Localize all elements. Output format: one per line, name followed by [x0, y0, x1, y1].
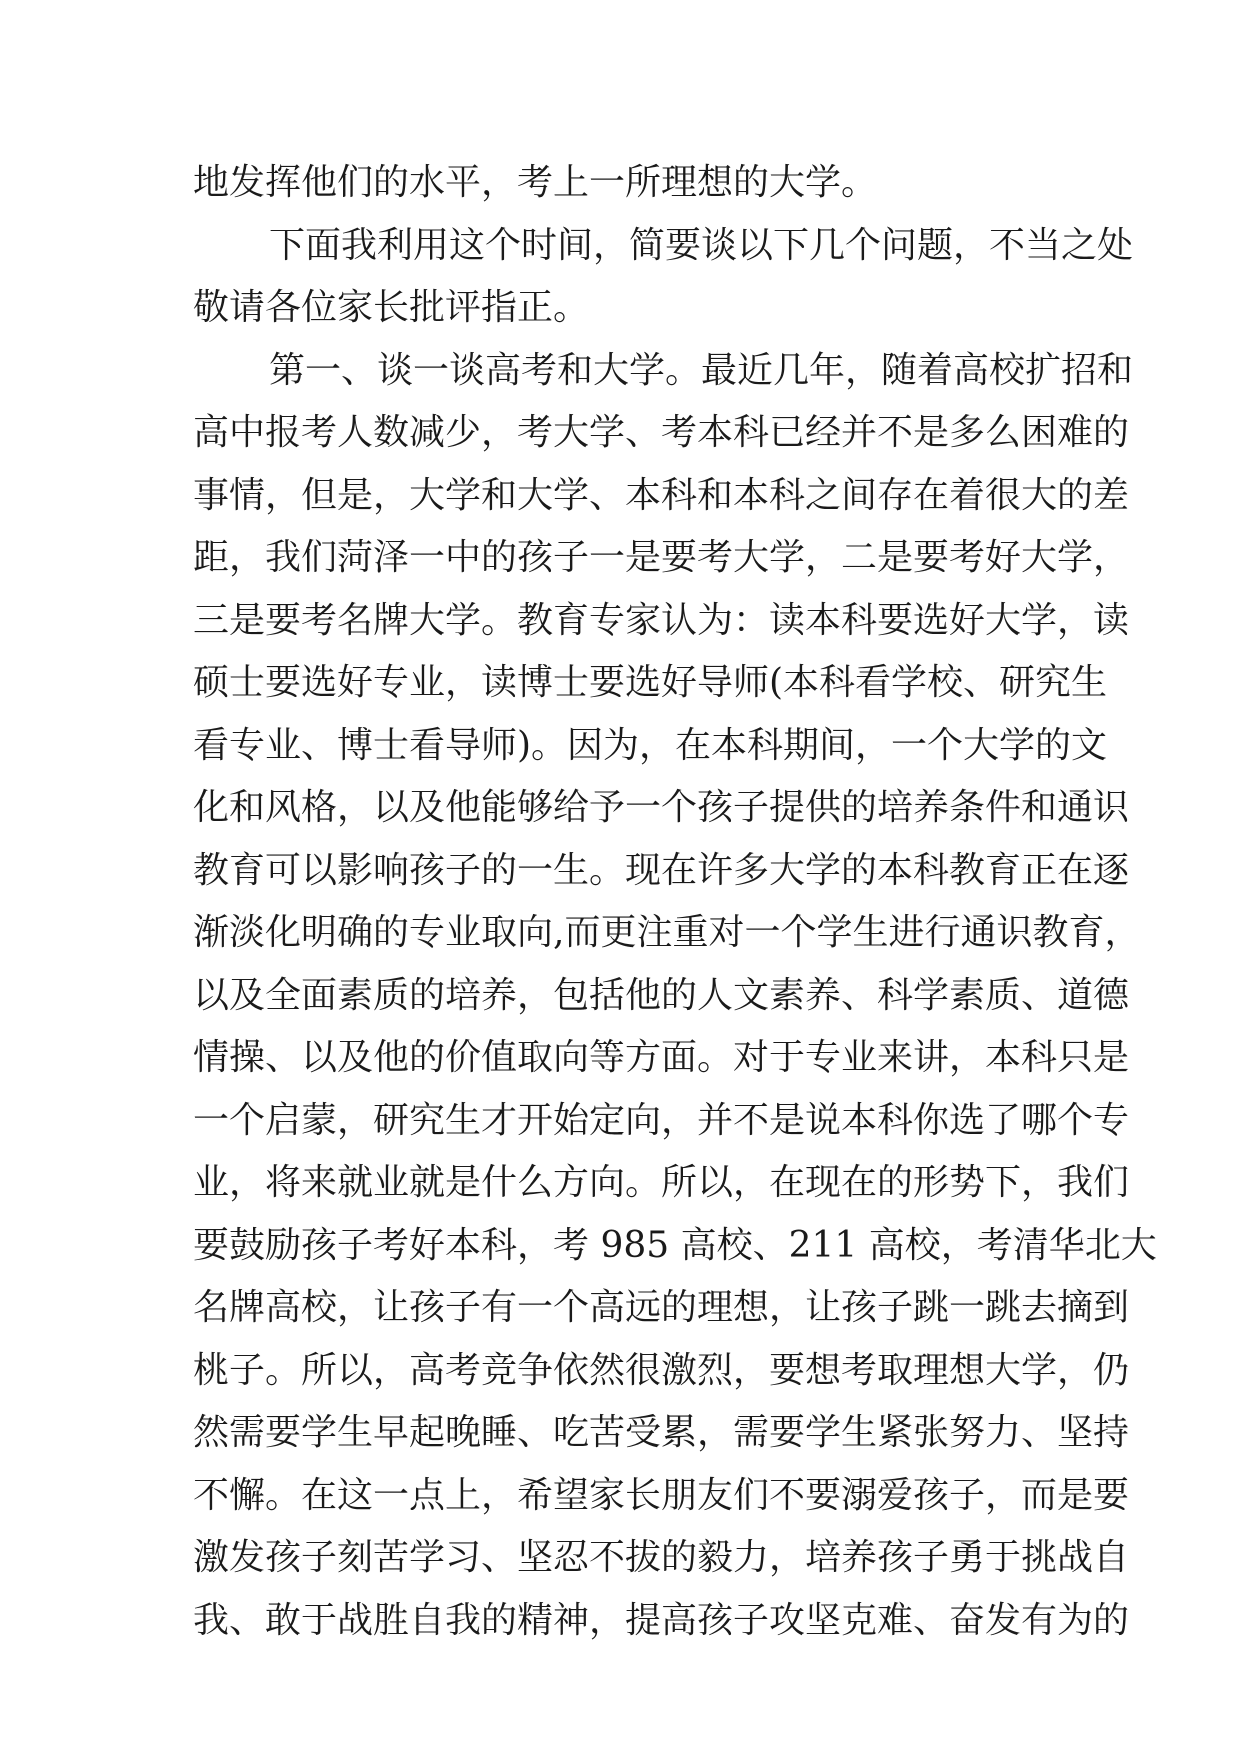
- text-line: 激发孩子刻苦学习、坚忍不拔的毅力，培养孩子勇于挑战自: [193, 1537, 1130, 1578]
- text-line: 业，将来就业就是什么方向。所以，在现在的形势下，我们: [193, 1162, 1130, 1203]
- text-line: 高中报考人数减少，考大学、考本科已经并不是多么困难的: [193, 412, 1130, 453]
- text-line: 名牌高校，让孩子有一个高远的理想，让孩子跳一跳去摘到: [193, 1287, 1130, 1328]
- text-line: 情操、以及他的价值取向等方面。对于专业来讲，本科只是: [193, 1037, 1130, 1078]
- text-line: 要鼓励孩子考好本科，考 985 高校、211 高校，考清华北大: [193, 1224, 1157, 1266]
- body-text: [193, 152, 1157, 1652]
- text-line: 然需要学生早起晚睡、吃苦受累，需要学生紧张努力、坚持: [193, 1412, 1130, 1453]
- text-line: 事情，但是，大学和大学、本科和本科之间存在着很大的差: [193, 474, 1130, 516]
- text-line: 化和风格，以及他能够给予一个孩子提供的培养条件和通识: [193, 787, 1130, 828]
- text-line: 硕士要选好专业，读博士要选好导师(本科看学校、研究生: [193, 662, 1108, 703]
- text-line: 地发挥他们的水平，考上一所理想的大学。: [193, 162, 878, 203]
- text-line: 桃子。所以，高考竞争依然很激烈，要想考取理想大学，仍: [193, 1349, 1130, 1391]
- text-line: 看专业、博士看导师)。因为，在本科期间，一个大学的文: [193, 724, 1108, 766]
- text-line: 第一、谈一谈高考和大学。最近几年，随着高校扩招和: [269, 349, 1134, 391]
- text-line: 距，我们菏泽一中的孩子一是要考大学，二是要考好大学，: [193, 537, 1130, 578]
- text-line: 渐淡化明确的专业取向,而更注重对一个学生进行通识教育，: [193, 912, 1141, 953]
- text-line: 一个启蒙，研究生才开始定向，并不是说本科你选了哪个专: [193, 1099, 1130, 1141]
- text-line: 敬请各位家长批评指正。: [193, 287, 590, 328]
- text-line: 三是要考名牌大学。教育专家认为：读本科要选好大学，读: [193, 599, 1130, 641]
- text-line: 下面我利用这个时间，简要谈以下几个问题，不当之处: [269, 224, 1134, 266]
- text-line: 以及全面素质的培养，包括他的人文素养、科学素质、道德: [193, 974, 1130, 1016]
- text-line: 不懈。在这一点上，希望家长朋友们不要溺爱孩子，而是要: [193, 1474, 1130, 1516]
- text-line: 教育可以影响孩子的一生。现在许多大学的本科教育正在逐: [193, 849, 1130, 891]
- text-line: 我、敢于战胜自我的精神，提高孩子攻坚克难、奋发有为的: [193, 1599, 1130, 1641]
